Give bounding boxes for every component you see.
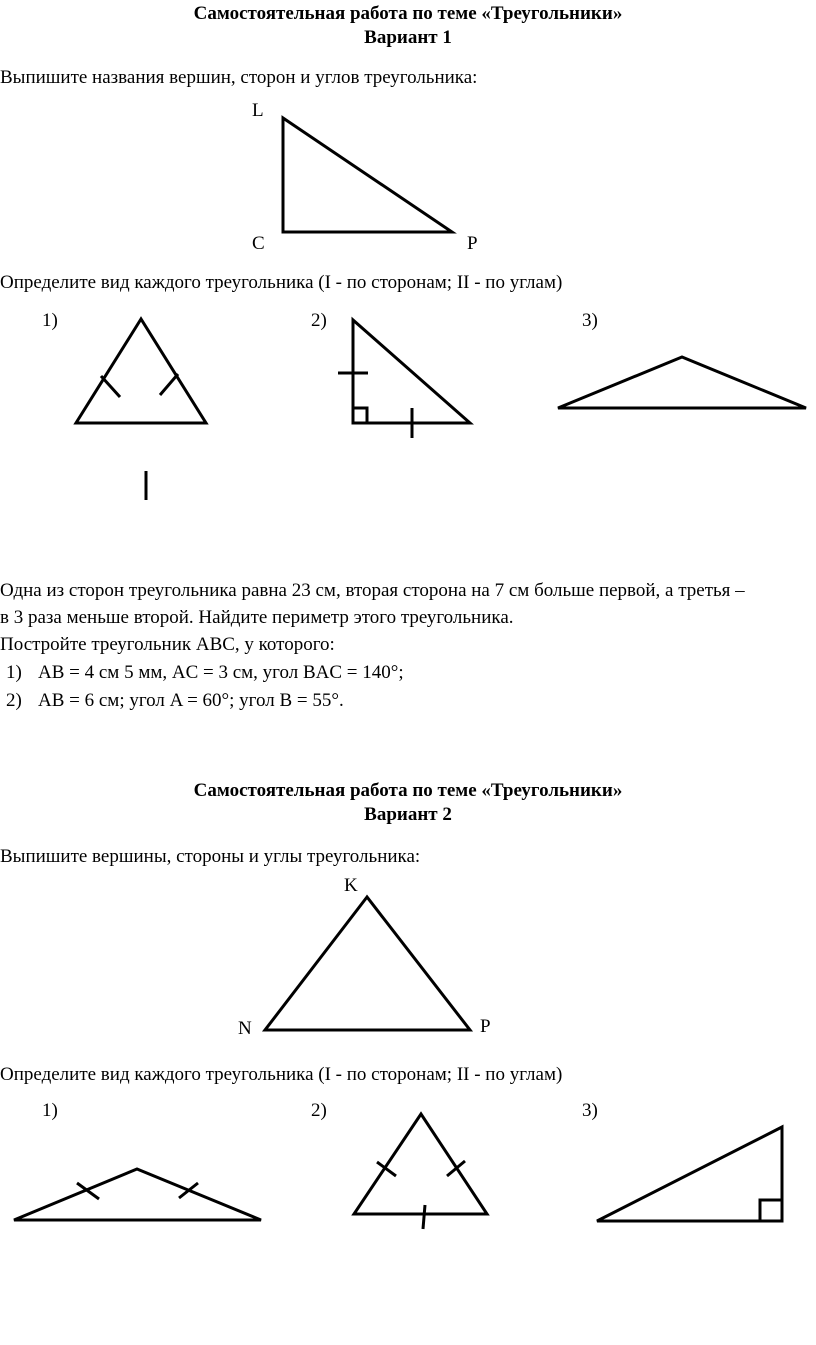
v1-figure-label-2: 2) xyxy=(311,310,327,331)
v1-triangle-2 xyxy=(353,320,470,423)
v1-task4-item-1-num: 1) xyxy=(6,662,22,683)
v1-task4-text: Постройте треугольник ABC, у которого: xyxy=(0,634,335,655)
v2-triangle-3 xyxy=(597,1127,782,1221)
v2-vertex-label-n: N xyxy=(238,1018,252,1039)
v1-task4-item-2-num: 2) xyxy=(6,690,22,711)
v1-triangle-3 xyxy=(558,357,806,408)
v1-vertex-label-c: C xyxy=(252,233,265,254)
v2-figure-label-2: 2) xyxy=(311,1100,327,1121)
v1-figure-label-1: 1) xyxy=(42,310,58,331)
v2-triangle-2-tick-right xyxy=(447,1161,465,1176)
v1-vertex-label-l: L xyxy=(252,100,264,121)
v1-task2-text: Определите вид каждого треугольника (I - по сторонам; II - по углам) xyxy=(0,272,563,293)
v2-title: Самостоятельная работа по теме «Треугольники» xyxy=(193,780,623,801)
v1-task3-line2: в 3 раза меньше второй. Найдите периметр этого треугольника. xyxy=(0,607,514,628)
v1-task4-item-1-text: AB = 4 см 5 мм, AC = 3 см, угол BAC = 140°; xyxy=(38,662,404,683)
v2-variant-heading: Вариант 2 xyxy=(364,804,452,825)
v2-vertex-label-p: P xyxy=(480,1016,491,1037)
v1-figure-label-3: 3) xyxy=(582,310,598,331)
v1-vertex-label-p: P xyxy=(467,233,478,254)
v2-triangle-3-right-angle-mark xyxy=(760,1200,782,1221)
v2-task1-text: Выпишите вершины, стороны и углы треугольника: xyxy=(0,846,421,867)
v1-task1-text: Выпишите названия вершин, сторон и углов треугольника: xyxy=(0,67,478,88)
v2-triangle-1 xyxy=(14,1169,261,1220)
v1-triangle-lcp xyxy=(283,118,452,232)
v2-figure-label-3: 3) xyxy=(582,1100,598,1121)
v1-triangle-1-tick-left xyxy=(101,376,120,397)
v2-triangle-1-tick-right xyxy=(179,1183,198,1198)
v1-task3-line1: Одна из сторон треугольника равна 23 см, вторая сторона на 7 см больше первой, а третья – xyxy=(0,580,745,601)
v1-triangle-1 xyxy=(76,319,206,423)
v2-triangle-knp xyxy=(265,897,470,1030)
v1-triangle-1-tick-right xyxy=(160,374,178,395)
v2-triangle-2-tick-bottom xyxy=(423,1205,425,1229)
v2-task2-text: Определите вид каждого треугольника (I - по сторонам; II - по углам) xyxy=(0,1064,563,1085)
v1-variant-heading: Вариант 1 xyxy=(364,27,452,48)
v2-figure-label-1: 1) xyxy=(42,1100,58,1121)
v1-triangle-2-right-angle-mark xyxy=(353,408,367,423)
v1-task4-item-2-text: AB = 6 см; угол A = 60°; угол B = 55°. xyxy=(38,690,344,711)
v2-triangle-2 xyxy=(354,1114,487,1214)
v1-title: Самостоятельная работа по теме «Треугольники» xyxy=(193,3,623,24)
v2-vertex-label-k: K xyxy=(344,875,358,896)
